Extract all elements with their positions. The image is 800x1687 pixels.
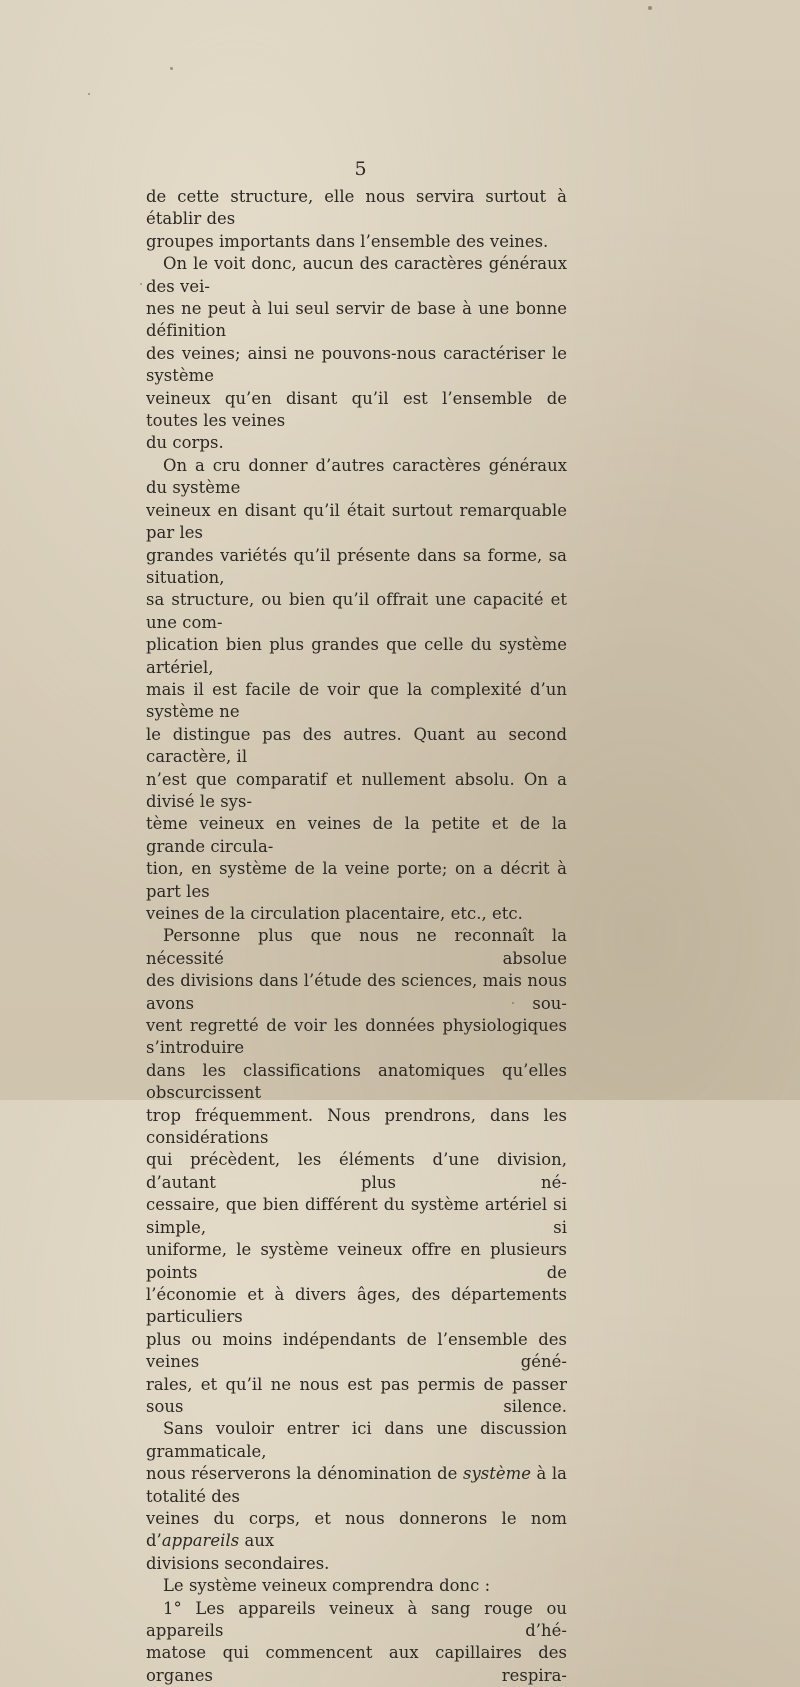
ink-speck xyxy=(170,67,173,70)
emphasis-systeme: système xyxy=(462,1464,531,1484)
ink-speck xyxy=(88,93,90,95)
paragraph-5 xyxy=(146,1418,567,1575)
emphasis-appareils: appareils xyxy=(161,1531,240,1551)
paragraph-5-part-1: Sans vouloir entrer ici dans une discussion grammaticale, nous réserverons la dénomination de xyxy=(146,1419,567,1484)
paragraph-4: Personne plus que nous ne reconnaît la nécessité absolue des divisions dans l’étude des sciences, mais nous avons sou- vent regretté de voir les données physiologiques s’introduire dans les classifications anatomiques qu’elles obscurcissent trop fréquemment. Nous prendrons, dans les considérations qui précèdent, les éléments d’une division, d’autant plus né- cessaire, que bien différent du système artériel si simple, si uniforme, le système veineux offre en plusieurs points de l’économie et à divers âges, des départements particuliers plus ou moins indépendants de l’ensemble des veines géné- rales, et qu’il ne nous est pas permis de passer sous silence. xyxy=(146,926,567,1416)
ink-speck xyxy=(140,283,142,285)
ink-speck xyxy=(648,6,652,10)
paragraph-5-part-2: à la totalité des veines du corps, et nous donnerons le nom d’ xyxy=(146,1464,567,1551)
paragraph-1: de cette structure, elle nous servira surtout à établir des groupes importants dans l’ensemble des veines. xyxy=(146,187,567,251)
paragraph-2: On le voit donc, aucun des caractères généraux des vei- nes ne peut à lui seul servir de base à une bonne définition des veines; ainsi ne pouvons-nous caractériser le système veineux qu’en disant qu’il est l’ensemble de toutes les veines du corps. xyxy=(146,254,567,453)
page-number: 5 xyxy=(354,158,367,180)
paragraph-3: On a cru donner d’autres caractères généraux du système veineux en disant qu’il était surtout remarquable par les grandes variétés qu’il présente dans sa forme, sa situation, sa structure, ou bien qu’il offrait une capacité et une com- plication bien plus grandes que celle du système artériel, mais il est facile de voir que la complexité d’un système ne le distingue pas des autres. Quant au second caractère, il n’est que comparatif et nullement absolu. On a divisé le sys- tème veineux en veines de la petite et de la grande circula- tion, en système de la veine porte; on a décrit à part les veines de la circulation placentaire, etc., etc. xyxy=(146,455,567,923)
paragraph-5-part-3: aux divisions secondaires. xyxy=(146,1531,330,1573)
body-text xyxy=(146,186,567,1687)
paragraph-7: 1° Les appareils veineux à sang rouge ou appareils d’hé- matose qui commencent aux capillaires des organes respira- xyxy=(146,1598,567,1685)
paragraph-6: Le système veineux comprendra donc : xyxy=(163,1576,491,1596)
